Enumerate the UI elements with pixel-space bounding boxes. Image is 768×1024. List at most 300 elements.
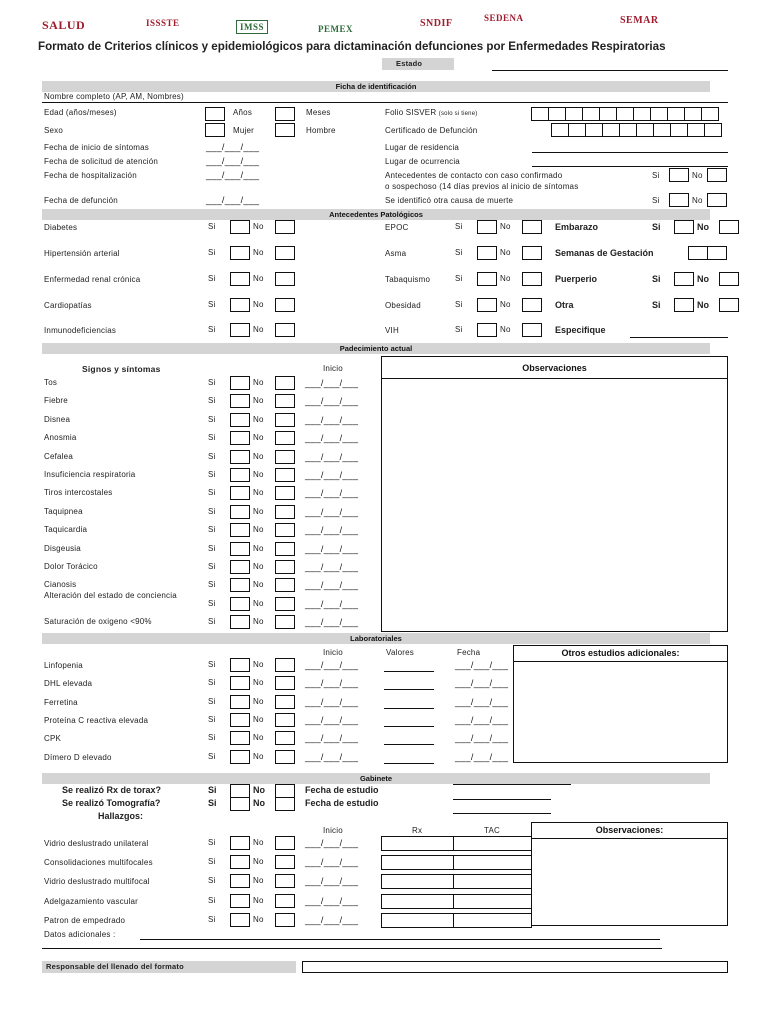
gab-rx-cell-2[interactable] — [381, 874, 454, 889]
lab-fecha-5[interactable]: ___/___/___ — [455, 751, 509, 762]
sintoma-13-no-label: No — [253, 617, 264, 627]
sintoma-3: Anosmia — [44, 433, 77, 443]
logo-salud: SALUD — [42, 18, 86, 32]
sintoma-12-si-box[interactable] — [230, 597, 250, 611]
gab-observaciones-title: Observaciones: — [532, 823, 727, 839]
lab-4-no-box[interactable] — [275, 731, 295, 745]
lab-3-no-label: No — [253, 714, 264, 724]
gab-2-si-label: Si — [208, 876, 216, 886]
ant-mid-1-si-box[interactable] — [477, 246, 497, 260]
datos-adicionales-label: Datos adicionales : — [44, 930, 116, 939]
sintoma-date-4[interactable]: ___/___/___ — [305, 451, 359, 462]
lab-0-no-box[interactable] — [275, 658, 295, 672]
gab-3-si-label: Si — [208, 895, 216, 905]
gab-tac-cell-3[interactable] — [453, 894, 532, 909]
ant-right-0-si-box[interactable] — [674, 220, 694, 234]
sintoma-2-no-label: No — [253, 414, 264, 424]
rx-no-label: No — [253, 785, 265, 795]
folio-label-text: Folio SISVER — [385, 108, 437, 117]
ant-right-0-no-box[interactable] — [719, 220, 739, 234]
tomo-fecha-field[interactable] — [453, 799, 551, 800]
lab-1-si-box[interactable] — [230, 676, 250, 690]
sintoma-13-si-label: Si — [208, 617, 216, 627]
gab-4-si-box[interactable] — [230, 913, 250, 927]
lab-2-no-box[interactable] — [275, 695, 295, 709]
ant-left-3-si-label: Si — [208, 300, 216, 309]
ant-left-1-no-box[interactable] — [275, 246, 295, 260]
ant-right-3-no-box[interactable] — [719, 298, 739, 312]
lab-valor-0[interactable] — [384, 671, 434, 672]
gab-3-no-label: No — [253, 895, 264, 905]
sintoma-10-no-label: No — [253, 562, 264, 571]
sintoma-1-si-label: Si — [208, 396, 216, 406]
padecimiento-inicio-header: Inicio — [323, 364, 343, 373]
ant-left-4-no-box[interactable] — [275, 323, 295, 337]
folio-cells[interactable] — [531, 107, 718, 121]
sintoma-12-si-label: Si — [208, 598, 216, 608]
sintoma-6-si-box[interactable] — [230, 486, 250, 500]
sintoma-6-no-box[interactable] — [275, 486, 295, 500]
ant-mid-2-no-box[interactable] — [522, 272, 542, 286]
ant-mid-4: VIH — [385, 326, 399, 335]
gab-observaciones-box[interactable] — [531, 822, 728, 926]
contacto-no-box[interactable] — [707, 168, 727, 182]
otra-causa-no-label: No — [692, 196, 703, 205]
section-gabinete-header: Gabinete — [42, 773, 710, 784]
sintoma-date-3[interactable]: ___/___/___ — [305, 433, 359, 444]
responsable-label: Responsable del llenado del formato — [46, 962, 184, 971]
sintoma-date-1[interactable]: ___/___/___ — [305, 396, 359, 407]
sintoma-7-no-label: No — [253, 506, 264, 516]
ant-mid-4-si-box[interactable] — [477, 323, 497, 337]
sintoma-7-no-box[interactable] — [275, 505, 295, 519]
gab-4-si-label: Si — [208, 914, 216, 924]
ant-mid-1-no-box[interactable] — [522, 246, 542, 260]
sintoma-12-no-box[interactable] — [275, 597, 295, 611]
sintoma-8: Taquicardia — [44, 525, 88, 535]
ant-mid-2: Tabaquismo — [385, 275, 431, 284]
otra-causa-label: Se identificó otra causa de muerte — [385, 196, 514, 205]
sintoma-11: Cianosis — [44, 580, 77, 590]
defuncion-date[interactable]: ___/___/___ — [206, 195, 260, 205]
especifique-field[interactable] — [630, 337, 728, 338]
ant-left-1-no-label: No — [253, 248, 264, 257]
solicitud-date[interactable]: ___/___/___ — [206, 156, 260, 166]
lab-fecha-4[interactable]: ___/___/___ — [455, 733, 509, 744]
logo-issste: ISSSTE — [146, 18, 180, 28]
sintoma-10-si-box[interactable] — [230, 560, 250, 574]
gab-rx-cell-3[interactable] — [381, 894, 454, 909]
ant-right-2-no-box[interactable] — [719, 272, 739, 286]
nombre-field[interactable] — [42, 102, 728, 103]
sintoma-5: Insuficiencia respiratoria — [44, 470, 136, 479]
datos-adicionales-field-2[interactable] — [42, 948, 662, 949]
sintoma-8-si-label: Si — [208, 525, 216, 535]
form-title: Formato de Criterios clínicos y epidemiológicos para dictaminación defunciones por Enfermedades Respiratorias — [38, 40, 666, 53]
solicitud-label: Fecha de solicitud de atención — [44, 157, 159, 166]
sintoma-12-no-label: No — [253, 598, 264, 608]
ant-right-2: Puerperio — [555, 274, 598, 284]
ant-right-3-si-box[interactable] — [674, 298, 694, 312]
hospitalizacion-date[interactable]: ___/___/___ — [206, 170, 260, 180]
sintoma-13-no-box[interactable] — [275, 615, 295, 629]
sintoma-6: Tiros intercostales — [44, 488, 113, 498]
gab-3: Adelgazamiento vascular — [44, 896, 138, 906]
lab-2-si-label: Si — [208, 696, 216, 706]
lab-5-no-label: No — [253, 751, 264, 761]
anos-label: Años — [233, 108, 253, 117]
sintoma-1-no-label: No — [253, 396, 264, 406]
lab-4-si-box[interactable] — [230, 731, 250, 745]
lab-fecha-3[interactable]: ___/___/___ — [455, 714, 509, 725]
gab-1-no-label: No — [253, 857, 264, 867]
sintoma-3-si-label: Si — [208, 433, 216, 443]
ant-mid-3-si-box[interactable] — [477, 298, 497, 312]
gab-2-no-label: No — [253, 876, 264, 886]
ant-left-4-no-label: No — [253, 325, 264, 334]
gab-2-no-box[interactable] — [275, 874, 295, 888]
sintoma-12: Alteración del estado de conciencia — [44, 590, 177, 600]
lugar-residencia-field[interactable] — [532, 152, 728, 153]
estado-label: Estado — [396, 59, 423, 68]
sintoma-0-no-box[interactable] — [275, 376, 295, 390]
ant-left-3: Cardiopatías — [44, 301, 92, 310]
edad-label: Edad (años/meses) — [44, 108, 117, 117]
ant-left-0-no-box[interactable] — [275, 220, 295, 234]
tomo-si-label: Si — [208, 798, 217, 808]
gab-inicio-1[interactable]: ___/___/___ — [305, 857, 359, 868]
ant-mid-3-no-label: No — [500, 300, 511, 309]
lab-2-si-box[interactable] — [230, 695, 250, 709]
gab-1-si-box[interactable] — [230, 855, 250, 869]
sintoma-2-no-box[interactable] — [275, 413, 295, 427]
inicio-sintomas-label: Fecha de inicio de síntomas — [44, 143, 150, 152]
gab-tac-cell-0[interactable] — [453, 836, 532, 851]
sintoma-11-si-box[interactable] — [230, 578, 250, 592]
sintoma-4-no-label: No — [253, 451, 264, 461]
ant-left-4-si-box[interactable] — [230, 323, 250, 337]
lab-0-si-box[interactable] — [230, 658, 250, 672]
sintoma-9: Disgeusia — [44, 543, 81, 553]
ant-right-3: Otra — [555, 300, 574, 310]
ant-right-4: Especifique — [555, 325, 606, 335]
sintoma-date-6[interactable]: ___/___/___ — [305, 488, 359, 499]
sintoma-3-no-box[interactable] — [275, 431, 295, 445]
section-laboratoriales-header: Laboratoriales — [42, 633, 710, 644]
hospitalizacion-label: Fecha de hospitalización — [44, 171, 137, 180]
gab-inicio-0[interactable]: ___/___/___ — [305, 838, 359, 848]
otra-causa-no-box[interactable] — [707, 193, 727, 207]
sintoma-2: Disnea — [44, 414, 71, 424]
tomo-question: Se realizó Tomografía? — [62, 798, 161, 808]
ant-mid-3-si-label: Si — [455, 300, 463, 309]
sintoma-11-no-box[interactable] — [275, 578, 295, 592]
gab-rx-header: Rx — [412, 826, 423, 835]
ant-left-3-si-box[interactable] — [230, 298, 250, 312]
lab-1-no-label: No — [253, 678, 264, 688]
sintoma-date-11[interactable]: ___/___/___ — [305, 580, 359, 591]
lab-5-si-box[interactable] — [230, 750, 250, 764]
ant-mid-1: Asma — [385, 249, 407, 258]
sintoma-date-0[interactable]: ___/___/___ — [305, 378, 359, 388]
ant-left-2-no-box[interactable] — [275, 272, 295, 286]
ant-left-4-si-label: Si — [208, 325, 216, 334]
sintoma-3-si-box[interactable] — [230, 431, 250, 445]
sintoma-7: Taquipnea — [44, 506, 83, 516]
mujer-box[interactable] — [205, 123, 225, 137]
ant-left-1-si-label: Si — [208, 248, 216, 257]
sintoma-7-si-label: Si — [208, 506, 216, 516]
sintoma-4-si-box[interactable] — [230, 450, 250, 464]
sintoma-10-no-box[interactable] — [275, 560, 295, 574]
responsable-field[interactable] — [302, 961, 728, 973]
contacto-label-2: o sospechoso (14 días previos al inicio de síntomas — [385, 182, 579, 191]
lab-inicio-5[interactable]: ___/___/___ — [305, 751, 359, 762]
sintoma-9-si-box[interactable] — [230, 542, 250, 556]
rx-no-box[interactable] — [275, 784, 295, 798]
folio-note: (solo si tiene) — [438, 111, 478, 117]
hallazgos-label: Hallazgos: — [98, 811, 144, 821]
ant-left-2-no-label: No — [253, 274, 264, 283]
ant-mid-2-si-box[interactable] — [477, 272, 497, 286]
lab-fecha-2[interactable]: ___/___/___ — [455, 696, 509, 707]
estado-field[interactable] — [492, 70, 728, 71]
ant-mid-0-no-label: No — [500, 222, 511, 231]
sintoma-11-no-label: No — [253, 580, 264, 590]
lab-4: CPK — [44, 734, 62, 744]
sintoma-8-no-box[interactable] — [275, 523, 295, 537]
gab-2-si-box[interactable] — [230, 874, 250, 888]
sintoma-7-si-box[interactable] — [230, 505, 250, 519]
otra-causa-si-label: Si — [652, 196, 660, 205]
gab-inicio-header: Inicio — [323, 826, 343, 835]
sintoma-6-no-label: No — [253, 488, 264, 498]
gab-2: Vidrio deslustrado multifocal — [44, 877, 150, 887]
sintoma-0-si-label: Si — [208, 378, 216, 387]
lab-5-no-box[interactable] — [275, 750, 295, 764]
sintoma-date-12[interactable]: ___/___/___ — [305, 598, 359, 609]
section-padecimiento-header: Padecimiento actual — [42, 343, 710, 354]
sintoma-8-no-label: No — [253, 525, 264, 535]
gab-inicio-4[interactable]: ___/___/___ — [305, 914, 359, 925]
ant-right-2-si-label: Si — [652, 274, 661, 284]
lab-inicio-header: Inicio — [323, 648, 343, 657]
hombre-box[interactable] — [275, 123, 295, 137]
sintoma-9-no-box[interactable] — [275, 542, 295, 556]
gab-0-no-label: No — [253, 838, 264, 847]
logo-semar: SEMAR — [620, 15, 659, 26]
lugar-residencia-label: Lugar de residencia — [385, 143, 460, 152]
ant-left-0-si-box[interactable] — [230, 220, 250, 234]
section-ficha-header: Ficha de identificación — [42, 81, 710, 92]
gab-0: Vidrio deslustrado unilateral — [44, 839, 149, 848]
ant-left-2-si-label: Si — [208, 274, 216, 283]
lab-valores-header: Valores — [386, 648, 414, 657]
ant-mid-4-si-label: Si — [455, 325, 463, 334]
gab-rx-cell-4[interactable] — [381, 913, 454, 928]
sintoma-1-no-box[interactable] — [275, 394, 295, 408]
lab-valor-4[interactable] — [384, 744, 434, 745]
ant-left-2-si-box[interactable] — [230, 272, 250, 286]
sintoma-date-7[interactable]: ___/___/___ — [305, 506, 359, 517]
sintoma-5-si-box[interactable] — [230, 468, 250, 482]
sintoma-8-si-box[interactable] — [230, 523, 250, 537]
lab-fecha-0[interactable]: ___/___/___ — [455, 660, 509, 670]
tomo-si-box[interactable] — [230, 797, 250, 811]
lab-inicio-4[interactable]: ___/___/___ — [305, 733, 359, 744]
lab-0: Linfopenia — [44, 661, 83, 670]
ant-left-3-no-box[interactable] — [275, 298, 295, 312]
lab-inicio-0[interactable]: ___/___/___ — [305, 660, 359, 670]
certificado-cells[interactable] — [551, 123, 721, 137]
lab-valor-1[interactable] — [384, 689, 434, 690]
sintoma-9-no-label: No — [253, 543, 264, 553]
sintoma-date-8[interactable]: ___/___/___ — [305, 525, 359, 536]
lab-valor-5[interactable] — [384, 763, 434, 764]
logo-imss: IMSS — [236, 20, 268, 34]
lab-valor-2[interactable] — [384, 708, 434, 709]
lab-fecha-1[interactable]: ___/___/___ — [455, 678, 509, 689]
ant-right-0-no-label: No — [697, 222, 709, 232]
section-antecedentes-header: Antecedentes Patológicos — [42, 209, 710, 220]
gab-tac-cell-1[interactable] — [453, 855, 532, 870]
gab-rx-cell-0[interactable] — [381, 836, 454, 851]
gab-0-si-box[interactable] — [230, 836, 250, 850]
lab-valor-3[interactable] — [384, 726, 434, 727]
ant-left-0: Diabetes — [44, 223, 78, 232]
lugar-ocurrencia-label: Lugar de ocurrencia — [385, 157, 460, 166]
ant-mid-1-no-label: No — [500, 248, 511, 257]
sintoma-11-si-label: Si — [208, 580, 216, 590]
otra-causa-si-box[interactable] — [669, 193, 689, 207]
gab-1-no-box[interactable] — [275, 855, 295, 869]
gab-tac-cell-4[interactable] — [453, 913, 532, 928]
sintoma-4: Cefalea — [44, 451, 73, 461]
sintoma-date-2[interactable]: ___/___/___ — [305, 414, 359, 425]
ant-right-2-no-label: No — [697, 274, 709, 284]
rx-fecha-field[interactable] — [453, 784, 571, 785]
tomo-no-label: No — [253, 798, 265, 808]
sintoma-13-si-box[interactable] — [230, 615, 250, 629]
sintoma-date-10[interactable]: ___/___/___ — [305, 562, 359, 572]
ant-right-2-si-box[interactable] — [674, 272, 694, 286]
rx-question: Se realizó Rx de torax? — [62, 785, 162, 795]
ant-left-0-si-label: Si — [208, 222, 216, 231]
lab-1: DHL elevada — [44, 679, 93, 689]
lab-3: Proteína C reactiva elevada — [44, 715, 149, 725]
contacto-label-1: Antecedentes de contacto con caso confirmado — [385, 171, 563, 180]
sintoma-1: Fiebre — [44, 396, 68, 406]
sintoma-9-si-label: Si — [208, 543, 216, 553]
sintoma-date-5[interactable]: ___/___/___ — [305, 470, 359, 480]
lab-inicio-2[interactable]: ___/___/___ — [305, 696, 359, 707]
sintoma-date-9[interactable]: ___/___/___ — [305, 543, 359, 554]
lugar-ocurrencia-field[interactable] — [532, 166, 728, 167]
sintoma-2-si-box[interactable] — [230, 413, 250, 427]
gab-rx-cell-1[interactable] — [381, 855, 454, 870]
lab-fecha-header: Fecha — [457, 648, 481, 657]
ant-mid-0-no-box[interactable] — [522, 220, 542, 234]
lab-inicio-3[interactable]: ___/___/___ — [305, 714, 359, 725]
lab-5-si-label: Si — [208, 751, 216, 761]
logo-pemex: PEMEX — [318, 24, 353, 34]
semanas-box-1[interactable] — [688, 246, 708, 260]
sintoma-5-si-label: Si — [208, 470, 216, 479]
ant-left-1: Hipertensión arterial — [44, 249, 120, 258]
ant-right-3-no-label: No — [697, 300, 709, 310]
rx-si-box[interactable] — [230, 784, 250, 798]
tomo-no-box[interactable] — [275, 797, 295, 811]
sintoma-0: Tos — [44, 378, 58, 387]
certificado-label: Certificado de Defunción — [385, 126, 478, 135]
datos-adicionales-field[interactable] — [140, 939, 660, 940]
contacto-no-label: No — [692, 171, 703, 180]
mujer-label: Mujer — [233, 126, 255, 135]
otros-estudios-title: Otros estudios adicionales: — [514, 646, 727, 662]
inicio-sintomas-date[interactable]: ___/___/___ — [206, 142, 260, 152]
sintoma-3-no-label: No — [253, 433, 264, 443]
ant-right-0-si-label: Si — [652, 222, 661, 232]
rx-si-label: Si — [208, 785, 217, 795]
lab-1-no-box[interactable] — [275, 676, 295, 690]
lab-2: Ferretina — [44, 697, 78, 707]
meses-box[interactable] — [275, 107, 295, 121]
gab-tac-header: TAC — [484, 826, 501, 835]
ant-mid-4-no-box[interactable] — [522, 323, 542, 337]
ant-left-2: Enfermedad renal crónica — [44, 275, 141, 284]
anos-box[interactable] — [205, 107, 225, 121]
sintoma-1-si-box[interactable] — [230, 394, 250, 408]
logo-sndif: SNDIF — [420, 18, 453, 29]
gab-inicio-2[interactable]: ___/___/___ — [305, 876, 359, 887]
gab-3-no-box[interactable] — [275, 894, 295, 908]
lab-1-si-label: Si — [208, 678, 216, 688]
sintoma-10-si-label: Si — [208, 562, 216, 571]
lab-3-si-box[interactable] — [230, 713, 250, 727]
lab-0-si-label: Si — [208, 660, 216, 669]
gab-4-no-box[interactable] — [275, 913, 295, 927]
sintoma-4-no-box[interactable] — [275, 450, 295, 464]
rx-fecha-label: Fecha de estudio — [305, 785, 379, 795]
ant-left-0-no-label: No — [253, 222, 264, 231]
gab-4-no-label: No — [253, 914, 264, 924]
sintoma-date-13[interactable]: ___/___/___ — [305, 617, 359, 628]
lab-inicio-1[interactable]: ___/___/___ — [305, 678, 359, 689]
meses-label: Meses — [306, 108, 331, 117]
ant-mid-3-no-box[interactable] — [522, 298, 542, 312]
signos-col-header: Signos y síntomas — [82, 364, 161, 374]
otros-estudios-box[interactable] — [513, 645, 728, 763]
observaciones-box[interactable] — [381, 356, 728, 632]
ant-left-1-si-box[interactable] — [230, 246, 250, 260]
semanas-box-2[interactable] — [707, 246, 727, 260]
ant-mid-0-si-box[interactable] — [477, 220, 497, 234]
lab-3-no-box[interactable] — [275, 713, 295, 727]
sintoma-6-si-label: Si — [208, 488, 216, 498]
ant-mid-2-no-label: No — [500, 274, 511, 283]
folio-label — [385, 108, 477, 117]
ant-left-3-no-label: No — [253, 300, 264, 309]
gab-3-si-box[interactable] — [230, 894, 250, 908]
gab-tac-cell-2[interactable] — [453, 874, 532, 889]
sintoma-0-si-box[interactable] — [230, 376, 250, 390]
gab-inicio-3[interactable]: ___/___/___ — [305, 895, 359, 906]
tomo-fecha-field-2[interactable] — [453, 813, 551, 814]
sintoma-13: Saturación de oxigeno <90% — [44, 617, 152, 627]
sintoma-5-no-box[interactable] — [275, 468, 295, 482]
gab-0-no-box[interactable] — [275, 836, 295, 850]
contacto-si-box[interactable] — [669, 168, 689, 182]
